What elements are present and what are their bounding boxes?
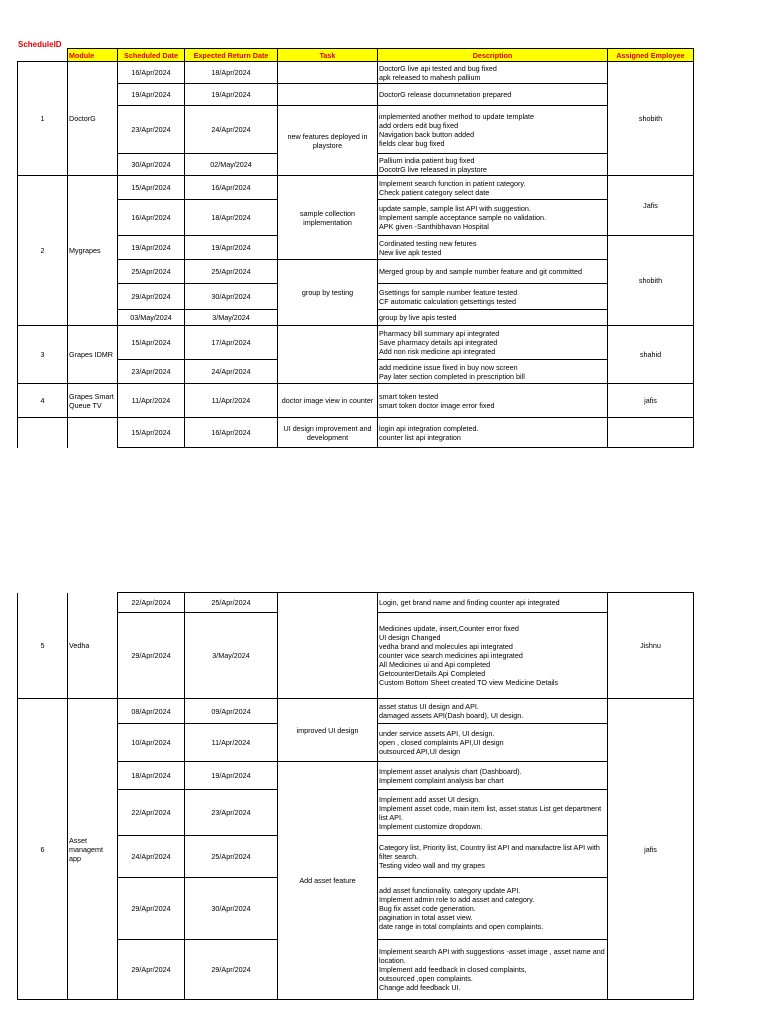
- return-date-cell: 19/Apr/2024: [185, 84, 278, 106]
- scheduled-date-cell: 16/Apr/2024: [118, 62, 185, 84]
- table-row: [18, 260, 694, 284]
- module-cell: DoctorG: [68, 62, 118, 176]
- header-expected-return-date: Expected Return Date: [185, 49, 278, 62]
- header-module: Module: [68, 49, 118, 62]
- description-cell: Login, get brand name and finding counter api integrated: [378, 593, 608, 613]
- description-cell: group by live apis tested: [378, 310, 608, 326]
- scheduled-date-cell: 03/May/2024: [118, 310, 185, 326]
- module-cell: [68, 418, 118, 448]
- return-date-cell: 19/Apr/2024: [185, 762, 278, 790]
- module-cell: Grapes Smart Queue TV: [68, 384, 118, 418]
- description-cell: Implement add asset UI design. Implement asset code, main item list, asset status List get department list API. Implement customize dropdown.: [378, 790, 608, 836]
- employee-cell: shobith: [608, 62, 694, 176]
- return-date-cell: 3/May/2024: [185, 613, 278, 699]
- description-cell: under service assets API, UI design. open , closed complaints API,UI design outsourced API,UI design: [378, 724, 608, 762]
- scheduled-date-cell: 29/Apr/2024: [118, 284, 185, 310]
- return-date-cell: 16/Apr/2024: [185, 176, 278, 200]
- schedule-id-cell: 1: [18, 62, 68, 176]
- task-cell: [278, 326, 378, 384]
- return-date-cell: 30/Apr/2024: [185, 284, 278, 310]
- description-cell: Cordinated testing new fetures New live apk tested: [378, 236, 608, 260]
- table-row: [18, 176, 694, 200]
- scheduled-date-cell: 19/Apr/2024: [118, 84, 185, 106]
- scheduled-date-cell: 25/Apr/2024: [118, 260, 185, 284]
- return-date-cell: 11/Apr/2024: [185, 384, 278, 418]
- scheduled-date-cell: 11/Apr/2024: [118, 384, 185, 418]
- scheduled-date-cell: 15/Apr/2024: [118, 418, 185, 448]
- scheduled-date-cell: 10/Apr/2024: [118, 724, 185, 762]
- employee-cell: [608, 418, 694, 448]
- return-date-cell: 23/Apr/2024: [185, 790, 278, 836]
- scheduled-date-cell: 24/Apr/2024: [118, 836, 185, 878]
- header-assigned-employee: Assigned Employee: [608, 49, 694, 62]
- scheduled-date-cell: 19/Apr/2024: [118, 236, 185, 260]
- description-cell: add asset functionality. category update API. Implement admin role to add asset and category. Bug fix asset code generation. pagination in total asset view. date range in total complaints and open complaints.: [378, 878, 608, 940]
- employee-cell: shobith: [608, 236, 694, 326]
- return-date-cell: 18/Apr/2024: [185, 62, 278, 84]
- return-date-cell: 09/Apr/2024: [185, 699, 278, 724]
- module-cell: Grapes IDMR: [68, 326, 118, 384]
- scheduled-date-cell: 08/Apr/2024: [118, 699, 185, 724]
- schedule-id-label: ScheduleID: [18, 40, 62, 49]
- return-date-cell: 25/Apr/2024: [185, 260, 278, 284]
- return-date-cell: 29/Apr/2024: [185, 940, 278, 1000]
- scheduled-date-cell: 15/Apr/2024: [118, 326, 185, 360]
- description-cell: implemented another method to update template add orders edit bug fixed Navigation back button added fields clear bug fixed: [378, 106, 608, 154]
- task-cell: Add asset feature: [278, 762, 378, 1000]
- module-cell: Asset managemt app: [68, 699, 118, 1000]
- task-cell: UI design improvement and development: [278, 418, 378, 448]
- return-date-cell: 24/Apr/2024: [185, 360, 278, 384]
- schedule-table-top: [17, 48, 694, 448]
- description-cell: Medicines update, insert,Counter error fixed UI design Changed vedha brand and molecules api integrated counter wice search medicines api integrated All Medicines ui and Api completed GetcounterDetails Api Completed Custom Bottom Sheet created TO view Medicine Details: [378, 613, 608, 699]
- header-description: Description: [378, 49, 608, 62]
- task-cell: [278, 84, 378, 106]
- return-date-cell: 3/May/2024: [185, 310, 278, 326]
- description-cell: DoctorG release documnetation prepared: [378, 84, 608, 106]
- description-cell: Implement search API with suggestions -asset image , asset name and location. Implement add feedback in closed complaints, outsourced ,open complaints. Change add feedback UI.: [378, 940, 608, 1000]
- description-cell: Implement search function in patient category. Check patient category select date: [378, 176, 608, 200]
- schedule-id-cell: 3: [18, 326, 68, 384]
- return-date-cell: 02/May/2024: [185, 154, 278, 176]
- return-date-cell: 18/Apr/2024: [185, 200, 278, 236]
- schedule-id-cell: 6: [18, 699, 68, 1000]
- return-date-cell: 25/Apr/2024: [185, 593, 278, 613]
- return-date-cell: 11/Apr/2024: [185, 724, 278, 762]
- header-task: Task: [278, 49, 378, 62]
- scheduled-date-cell: 16/Apr/2024: [118, 200, 185, 236]
- task-cell: sample collection implementation: [278, 176, 378, 260]
- table-row: [18, 84, 694, 106]
- scheduled-date-cell: 23/Apr/2024: [118, 106, 185, 154]
- description-cell: asset status UI design and API. damaged assets API(Dash board), UI design.: [378, 699, 608, 724]
- employee-cell: Jafis: [608, 176, 694, 236]
- table-row: [18, 384, 694, 418]
- description-cell: Merged group by and sample number feature and git committed: [378, 260, 608, 284]
- task-cell: doctor image view in counter: [278, 384, 378, 418]
- description-cell: update sample, sample list API with suggestion. Implement sample acceptance sample no validation. APK given -Santhibhavan Hospital: [378, 200, 608, 236]
- scheduled-date-cell: 15/Apr/2024: [118, 176, 185, 200]
- task-cell: improved UI design: [278, 699, 378, 762]
- schedule-id-cell: [18, 418, 68, 448]
- scheduled-date-cell: 29/Apr/2024: [118, 940, 185, 1000]
- employee-cell: jafis: [608, 384, 694, 418]
- description-cell: Category list, Priority list, Country list API and manufactre list API with filter search. Testing video wall and my grapes: [378, 836, 608, 878]
- table-row: [18, 593, 694, 613]
- scheduled-date-cell: 22/Apr/2024: [118, 790, 185, 836]
- scheduled-date-cell: 30/Apr/2024: [118, 154, 185, 176]
- return-date-cell: 17/Apr/2024: [185, 326, 278, 360]
- description-cell: smart token tested smart token doctor image error fixed: [378, 384, 608, 418]
- table-row: [18, 762, 694, 790]
- schedule-id-cell: 5: [18, 593, 68, 699]
- module-cell: Mygrapes: [68, 176, 118, 326]
- employee-cell: jafis: [608, 699, 694, 1000]
- description-cell: add medicine issue fixed in buy now screen Pay later section completed in prescription bill: [378, 360, 608, 384]
- table-row: [18, 106, 694, 154]
- table-row: [18, 699, 694, 724]
- scheduled-date-cell: 22/Apr/2024: [118, 593, 185, 613]
- description-cell: Implement asset analysis chart (Dashboard). Implement complaint analysis bar chart: [378, 762, 608, 790]
- return-date-cell: 30/Apr/2024: [185, 878, 278, 940]
- employee-cell: shahid: [608, 326, 694, 384]
- module-cell: Vedha: [68, 593, 118, 699]
- description-cell: Pharmacy bill summary api integrated Save pharmacy details api integrated Add non risk medicine api integrated: [378, 326, 608, 360]
- scheduled-date-cell: 18/Apr/2024: [118, 762, 185, 790]
- scheduled-date-cell: 29/Apr/2024: [118, 878, 185, 940]
- description-cell: login api integration completed. counter list api integration: [378, 418, 608, 448]
- schedule-table-bottom: [17, 592, 694, 1000]
- return-date-cell: 19/Apr/2024: [185, 236, 278, 260]
- employee-cell: Jishnu: [608, 593, 694, 699]
- task-cell: group by testing: [278, 260, 378, 326]
- header-blank: [18, 49, 68, 62]
- scheduled-date-cell: 29/Apr/2024: [118, 613, 185, 699]
- table-row: [18, 62, 694, 84]
- task-cell: new features deployed in playstore: [278, 106, 378, 176]
- return-date-cell: 25/Apr/2024: [185, 836, 278, 878]
- description-cell: DoctorG live api tested and bug fixed apk released to mahesh pallium: [378, 62, 608, 84]
- header-scheduled-date: Scheduled Date: [118, 49, 185, 62]
- return-date-cell: 24/Apr/2024: [185, 106, 278, 154]
- description-cell: Gsettings for sample number feature tested CF automatic calculation getsettings tested: [378, 284, 608, 310]
- table-row: [18, 418, 694, 448]
- description-cell: Pallium india patient bug fixed DocotrG live released in playstore: [378, 154, 608, 176]
- task-cell: [278, 593, 378, 699]
- table-row: [18, 326, 694, 360]
- schedule-id-cell: 2: [18, 176, 68, 326]
- return-date-cell: 16/Apr/2024: [185, 418, 278, 448]
- schedule-id-cell: 4: [18, 384, 68, 418]
- scheduled-date-cell: 23/Apr/2024: [118, 360, 185, 384]
- task-cell: [278, 62, 378, 84]
- header-row: [18, 49, 694, 62]
